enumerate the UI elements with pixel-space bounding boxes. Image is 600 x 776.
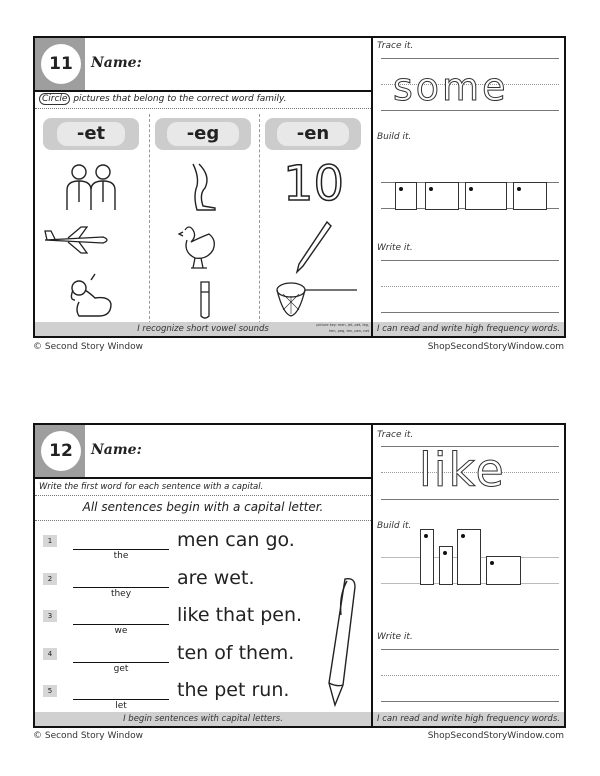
- letter-box: [486, 556, 521, 585]
- guide-line: [381, 58, 559, 59]
- letter-box: [439, 546, 453, 585]
- instruction: Write the first word for each sentence with a capital.: [39, 482, 264, 492]
- letter-box: [457, 529, 481, 585]
- family-eg: -eg: [155, 118, 251, 150]
- write-line[interactable]: [381, 649, 559, 650]
- write-label: Write it.: [377, 632, 413, 642]
- number-area: [35, 38, 85, 90]
- circle-word: Circle: [39, 93, 70, 105]
- sentence-rest: men can go.: [177, 529, 295, 551]
- write-line[interactable]: [381, 260, 559, 261]
- word-family-area: [35, 110, 371, 324]
- sentence-number: 5: [43, 685, 57, 697]
- instruction-text: pictures that belong to the correct word family.: [70, 94, 287, 104]
- guide-line: [381, 499, 559, 500]
- pen-picture: [321, 575, 361, 710]
- letter-box: [513, 182, 547, 210]
- number-area: [35, 425, 85, 477]
- trace-label: Trace it.: [377, 41, 414, 51]
- pet-dog-picture: [65, 270, 115, 318]
- trace-word: like: [419, 443, 506, 497]
- sentence-rest: ten of them.: [177, 642, 295, 664]
- letter-box: [420, 529, 434, 585]
- letter-box: [425, 182, 459, 210]
- answer-blank[interactable]: [73, 662, 169, 663]
- answer-blank[interactable]: [73, 699, 169, 700]
- peg-picture: [195, 280, 215, 320]
- answer-blank[interactable]: [73, 624, 169, 625]
- site-link[interactable]: ShopSecondStoryWindow.com: [427, 342, 564, 352]
- site-link[interactable]: ShopSecondStoryWindow.com: [427, 731, 564, 741]
- hf-word-panel: [373, 38, 564, 336]
- write-label: Write it.: [377, 243, 413, 253]
- trace-word: some: [393, 65, 509, 109]
- sentence-number: 4: [43, 648, 57, 660]
- answer-word: get: [113, 664, 129, 674]
- write-line[interactable]: [381, 286, 559, 287]
- answer-word: they: [110, 589, 132, 599]
- column-divider: [149, 114, 150, 324]
- trace-label: Trace it.: [377, 430, 414, 440]
- sentence-rest: the pet run.: [177, 679, 290, 701]
- copyright: © Second Story Window: [33, 342, 143, 352]
- letter-box: [465, 182, 507, 210]
- answer-word: the: [113, 551, 129, 561]
- net-picture: [273, 280, 359, 320]
- footer-bar-right: [373, 712, 564, 726]
- answer-blank[interactable]: [73, 587, 169, 588]
- card-number: 12: [41, 431, 81, 471]
- divider: [35, 477, 371, 479]
- column-divider: [259, 114, 260, 324]
- build-label: Build it.: [377, 132, 412, 142]
- sentence-number: 1: [43, 535, 57, 547]
- footer-bar-left: [35, 712, 371, 726]
- hen-picture: [175, 222, 225, 272]
- divider: [35, 495, 371, 496]
- write-line[interactable]: [381, 312, 559, 313]
- footer-bar-left: [35, 322, 371, 336]
- build-label: Build it.: [377, 521, 412, 531]
- hf-word-panel: [373, 425, 564, 726]
- write-line[interactable]: [381, 701, 559, 702]
- worksheet-card-12: [33, 423, 566, 728]
- write-line[interactable]: [381, 675, 559, 676]
- answer-word: we: [114, 626, 128, 636]
- sentence-number: 2: [43, 573, 57, 585]
- divider: [35, 108, 371, 109]
- divider: [35, 90, 371, 92]
- footer-text: I can read and write high frequency words.: [377, 714, 560, 724]
- answer-word: let: [115, 701, 127, 711]
- instruction: [39, 94, 287, 104]
- footer-bar-right: [373, 322, 564, 336]
- card-number: 11: [41, 44, 81, 84]
- family-et: -et: [43, 118, 139, 150]
- sentence-rest: are wet.: [177, 567, 255, 589]
- letter-box: [395, 182, 417, 210]
- sentence-rest: like that pen.: [177, 604, 303, 626]
- footer-text: I recognize short vowel sounds: [137, 324, 269, 334]
- name-label: Name:: [91, 55, 142, 71]
- name-label: Name:: [91, 442, 142, 458]
- pen-picture: [293, 220, 333, 276]
- copyright: © Second Story Window: [33, 731, 143, 741]
- men-picture: [63, 162, 119, 212]
- sentence-number: 3: [43, 610, 57, 622]
- worksheet-card-11: [33, 36, 566, 338]
- footer-text: I begin sentences with capital letters.: [123, 714, 283, 724]
- ten-picture: 10: [283, 156, 345, 212]
- guide-line: [381, 110, 559, 111]
- picture-key: picture key: men, jet, pet, leg, hen, peg, ten, pen, net: [316, 323, 369, 333]
- answer-blank[interactable]: [73, 549, 169, 550]
- rule-text: All sentences begin with a capital letter.: [82, 500, 324, 514]
- divider: [35, 520, 371, 521]
- family-en: -en: [265, 118, 361, 150]
- leg-picture: [185, 162, 225, 212]
- footer-text: I can read and write high frequency words.: [377, 324, 560, 334]
- jet-picture: [43, 225, 113, 255]
